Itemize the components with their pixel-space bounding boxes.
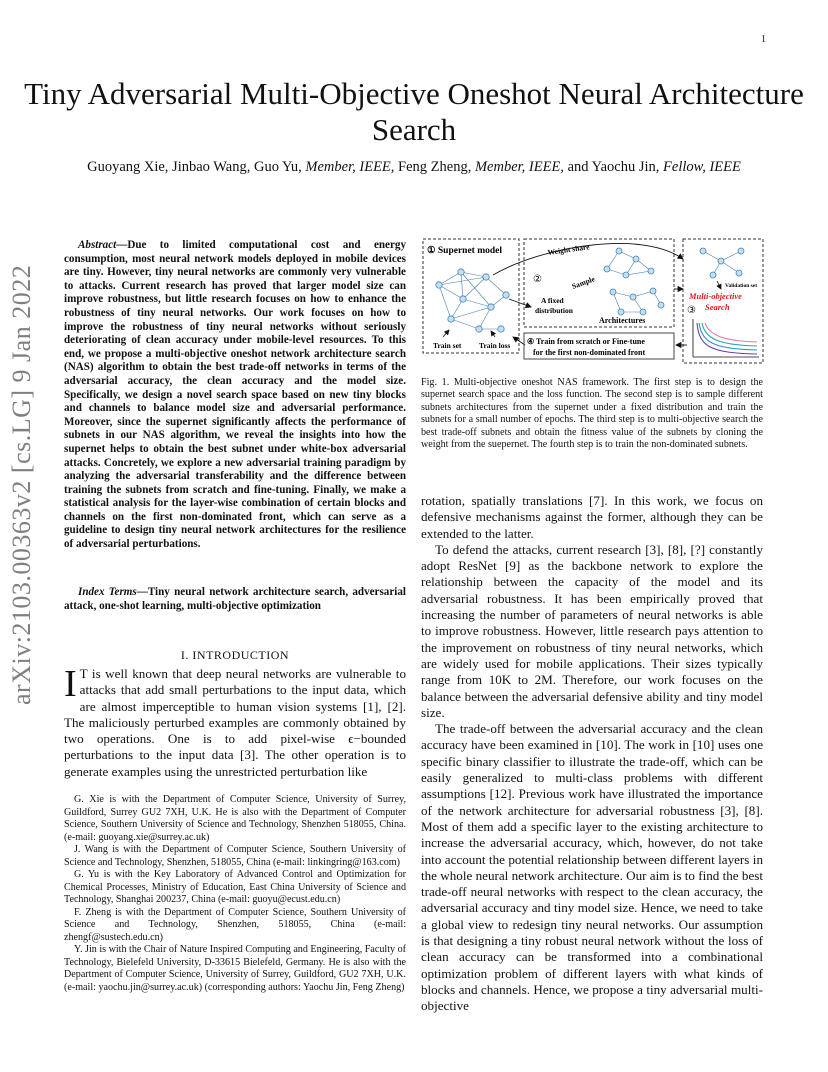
figure-caption: Fig. 1. Multi-objective oneshot NAS framework. The first step is to design the supernet search space and the loss function. The second step is to sample different subnets architectures from the supernet under a fixed distribution and train the subnets for a small number of epochs. The third step is to multi-objective search the best trade-off subnets and obtain the fitness value of the subnets by cloning the weight from the suepernet. The fourth step is to train the non-dominated subnets.	[421, 377, 763, 451]
authors-part-1: Guoyang Xie, Jinbao Wang, Guo Yu,	[87, 159, 306, 175]
arxiv-identifier: arXiv:2103.00363v2 [cs.LG] 9 Jan 2022	[7, 264, 36, 705]
drop-cap: I	[64, 663, 77, 705]
mo-search-label-1: Multi-objective	[689, 291, 742, 301]
paragraph: To defend the attacks, current research [3], [8], [?] constantly adopt ResNet [9] as the backbone network to explore the relationship between the capacity of the model and its adversarial robustness. It has been empirically proved that increasing the number of parameters of neural networks is able to improve robustness. However, little research pays attention to the improvement on robustness of tiny neural networks, which are widely used for mobile applications. Their sizes typically range from 10K to 2M. Therefore, our work focuses on the balance between the adversarial defensive ability and tiny model size.	[421, 541, 763, 720]
intro-text: T is well known that deep neural networks are vulnerable to attacks that add small perturbations to the input data, which are almost imperceptible to human vision systems [1], [2]. The maliciously perturbed examples are commonly obtained by two operations. One is to add pixel-wise ϵ−bounded perturbations to the input data [3]. The other operation is to generate examples using the unrestricted perturbation like	[64, 666, 406, 779]
index-terms	[64, 586, 406, 613]
architectures-label: Architectures	[599, 316, 646, 325]
authors-part-2: Feng Zheng,	[394, 159, 475, 175]
paragraph: The trade-off between the adversarial accuracy and the clean accuracy have been examined in [10]. The work in [10] uses one specific binary classifier to illustrate the trade-off, which can be easily generalized to multi-class problems with different assumptions [12]. Previous work have illustrated the importance of the network architecture for adversarial robustness [3], [8]. Most of them add a specific layer to the existing architecture to increase the adversarial accuracy, which, however, do not take into account the potential relationship between different layers in the whole neural network architecture. Our aim is to find the best trade-off neural networks with respect to the clean accuracy, the adversarial accuracy and tiny model size. Hence, we need to take a global view to redesign tiny neural networks. Our assumption is that designing a tiny robust neural network without the loss of clean accuracy can be transformed into a combinational optimization problem of different layers with what kinds of blocks and channels. Hence, we propose a tiny adversarial multi-objective	[421, 721, 763, 1014]
section-heading: I. INTRODUCTION	[180, 648, 290, 662]
paper-title: Tiny Adversarial Multi-Objective Oneshot Neural Architecture Search	[24, 76, 804, 147]
fixed-distribution-label-2: distribution	[535, 306, 573, 315]
footnote: F. Zheng is with the Department of Computer Science, Southern University of Science and Technology, Shenzhen, 518055, China (e-mail: zhengf@sustech.edu.cn)	[64, 906, 406, 943]
subnet-nodes	[604, 248, 664, 315]
step4-label-2: for the first non-dominated front	[533, 348, 646, 357]
footnote: G. Xie is with the Department of Computer Science, University of Surrey, Guildford, Surrey GU2 7XH, U.K. He is also with the Department of Computer Science, Southern University of Science and Technology, Shenzhen 518055, China. (e-mail: guoyang.xie@surrey.ac.uk)	[64, 794, 406, 843]
abstract-label: Abstract	[78, 239, 117, 251]
index-terms-label: Index Terms	[78, 586, 137, 598]
sample-label: Sample	[570, 274, 597, 291]
train-set-label: Train set	[433, 341, 462, 350]
right-column-text	[421, 493, 763, 1015]
framework-figure	[421, 237, 765, 367]
authors-role-2: Member, IEEE,	[474, 159, 564, 175]
step3-label: ③	[687, 305, 696, 316]
validation-set-label: Validation set	[725, 283, 758, 289]
index-terms-text: —Tiny neural network architecture search, adversarial attack, one-shot learning, multi-objective optimization	[64, 586, 406, 612]
paragraph: rotation, spatially translations [7]. In this work, we focus on defensive mechanisms against the former, although they can be extended to the latter.	[421, 493, 763, 541]
step4-label-1: ④ Train from scratch or Fine-tune	[527, 337, 645, 346]
abstract-text: —Due to limited computational cost and energy consumption, most neural network models deployed in mobile devices are tiny. However, tiny neural networks are commonly very vulnerable to attacks. Current research has proved that larger model size can improve robustness, but little research focuses on how to enhance the robustness of tiny neural networks. Our work focuses on how to improve the robustness of tiny neural networks without seriously deteriorating of clean accuracy under mobile-level resources. To this end, we propose a multi-objective oneshot network architecture search (NAS) algorithm to obtain the best trade-off networks in terms of the adversarial accuracy, the clean accuracy and the model size. Specifically, we design a novel search space based on new tiny blocks and channels to balance model size and adversarial performance. Moreover, since the supernet significantly affects the performance of subnets in our NAS algorithm, we reveal the insights into how the supernet helps to obtain the best subnet under white-box adversarial attacks. Concretely, we explore a new adversarial training paradigm by analyzing the adversarial transferability and the difference between training the subnets from scratch and fine-tuning. Finally, we make a statistical analysis for the layer-wise combination of certain blocks and channels on the first non-dominated front, which can serve as a guideline to design tiny neural network architectures for the resilience of adversarial perturbations.	[64, 239, 406, 551]
step1-label: ① Supernet model	[427, 246, 503, 256]
train-loss-label: Train loss	[479, 341, 511, 350]
weight-share-label: Weight share	[547, 242, 591, 257]
footnote: J. Wang is with the Department of Computer Science, Southern University of Science and Technology, Shenzhen, 518055, China (e-mail: linkingring@163.com)	[64, 844, 406, 868]
mo-search-label-2: Search	[705, 302, 730, 312]
footnote: G. Yu is with the Key Laboratory of Advanced Control and Optimization for Chemical Processes, Ministry of Education, East China University of Science and Technology, Shanghai 200237, China (e-mail: guoyu@ecust.edu.cn)	[64, 869, 406, 905]
pareto-curves	[693, 319, 759, 357]
author-list	[0, 159, 828, 176]
footnote: Y. Jin is with the Chair of Nature Inspired Computing and Engineering, Faculty of Technology, Bielefeld University, D-33615 Bielefeld, Germany. He is also with the Department of Computer Science, University of Surrey, Guildford, GU2 7XH, U.K. (e-mail: yaochu.jin@surrey.ac.uk) (corresponding authors: Yaochu Jin, Feng Zheng)	[64, 944, 407, 993]
fixed-distribution-label-1: A fixed	[541, 296, 564, 305]
authors-role-3: Fellow, IEEE	[663, 159, 741, 175]
step2-label: ②	[533, 274, 542, 285]
supernet-nodes	[436, 269, 509, 332]
framework-diagram	[421, 237, 765, 367]
authors-role-1: Member, IEEE,	[305, 159, 395, 175]
introduction-paragraph	[64, 663, 406, 780]
affiliation-footnotes	[64, 794, 406, 994]
page-number: 1	[761, 34, 766, 45]
search-box	[683, 239, 763, 363]
authors-part-3: and Yaochu Jin,	[563, 159, 664, 175]
abstract	[64, 239, 406, 552]
